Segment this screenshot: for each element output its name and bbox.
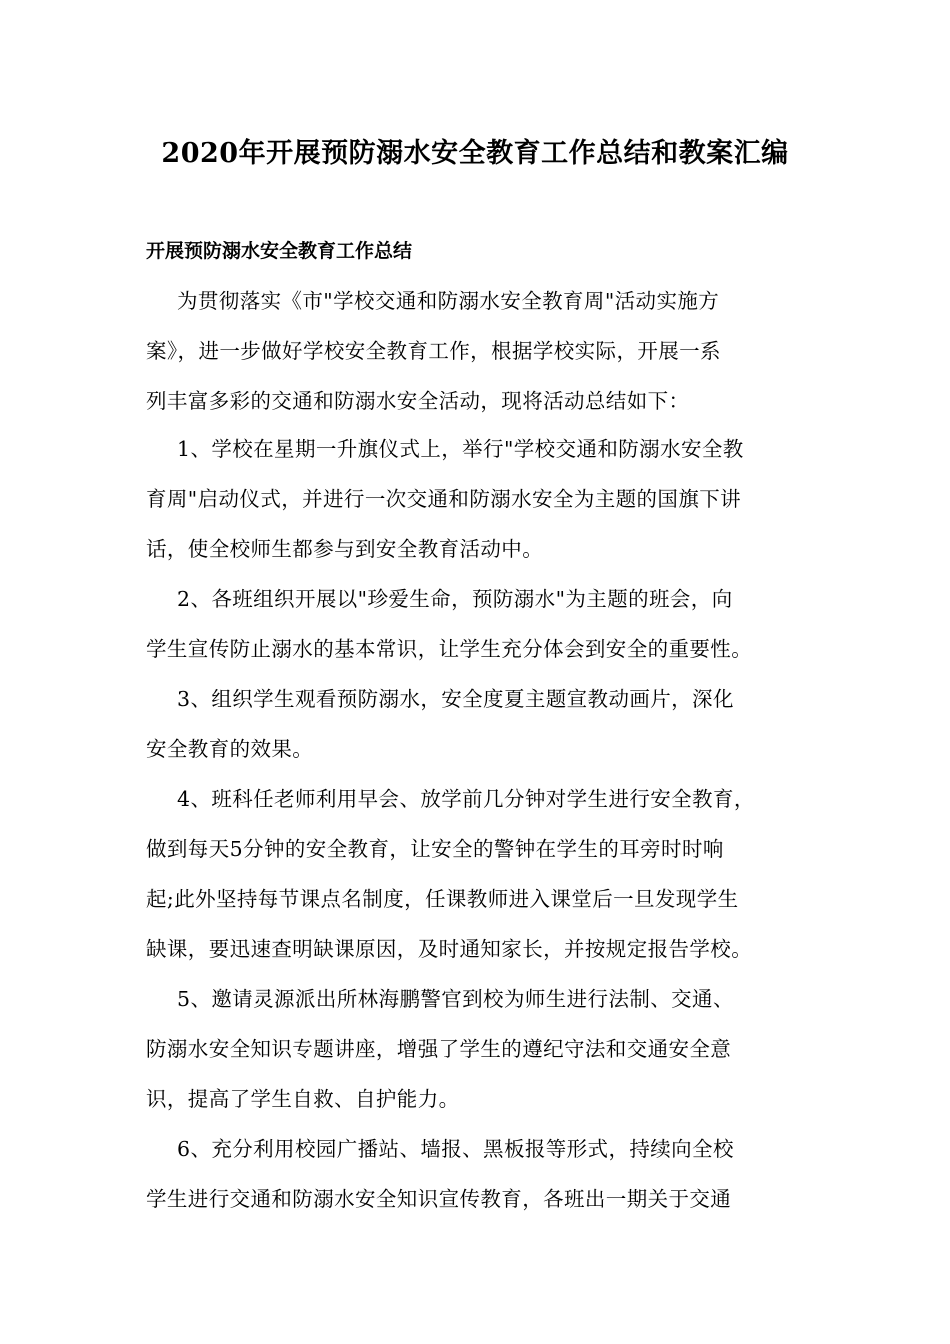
paragraph-line: 案》，进一步做好学校安全教育工作，根据学校实际，开展一系 bbox=[146, 339, 721, 363]
paragraph-line: 为贯彻落实《市"学校交通和防溺水安全教育周"活动实施方 bbox=[177, 289, 720, 313]
paragraph-line: 育周"启动仪式，并进行一次交通和防溺水安全为主题的国旗下讲 bbox=[146, 487, 742, 511]
section-heading: 开展预防溺水安全教育工作总结 bbox=[146, 240, 413, 262]
paragraph-line: 学生宣传防止溺水的基本常识，让学生充分体会到安全的重要性。 bbox=[146, 637, 753, 661]
paragraph-line: 5、邀请灵源派出所林海鹏警官到校为师生进行法制、交通、 bbox=[177, 987, 734, 1011]
document-title: 2020年开展预防溺水安全教育工作总结和教案汇编 bbox=[161, 138, 789, 169]
paragraph-line: 列丰富多彩的交通和防溺水安全活动，现将活动总结如下： bbox=[146, 389, 690, 413]
paragraph-line: 缺课，要迅速查明缺课原因，及时通知家长，并按规定报告学校。 bbox=[146, 937, 753, 961]
paragraph-line: 安全教育的效果。 bbox=[146, 737, 314, 761]
paragraph-line: 1、学校在星期一升旗仪式上，举行"学校交通和防溺水安全教 bbox=[177, 437, 744, 461]
paragraph-line: 6、充分利用校园广播站、墙报、黑板报等形式，持续向全校 bbox=[177, 1137, 734, 1161]
paragraph-line: 3、组织学生观看预防溺水，安全度夏主题宣教动画片，深化 bbox=[177, 687, 734, 711]
paragraph-line: 2、各班组织开展以"珍爱生命，预防溺水"为主题的班会，向 bbox=[177, 587, 733, 611]
paragraph-line: 话，使全校师生都参与到安全教育活动中。 bbox=[146, 537, 544, 561]
paragraph-line: 识，提高了学生自救、自护能力。 bbox=[146, 1087, 460, 1111]
paragraph-line: 起;此外坚持每节课点名制度，任课教师进入课堂后一旦发现学生 bbox=[146, 887, 739, 911]
paragraph-line: 4、班科任老师利用早会、放学前几分钟对学生进行安全教育， bbox=[177, 787, 755, 811]
paragraph-line: 防溺水安全知识专题讲座，增强了学生的遵纪守法和交通安全意 bbox=[146, 1037, 732, 1061]
paragraph-line: 学生进行交通和防溺水安全知识宣传教育，各班出一期关于交通 bbox=[146, 1187, 732, 1211]
paragraph-line: 做到每天5分钟的安全教育，让安全的警钟在学生的耳旁时时响 bbox=[146, 837, 724, 861]
